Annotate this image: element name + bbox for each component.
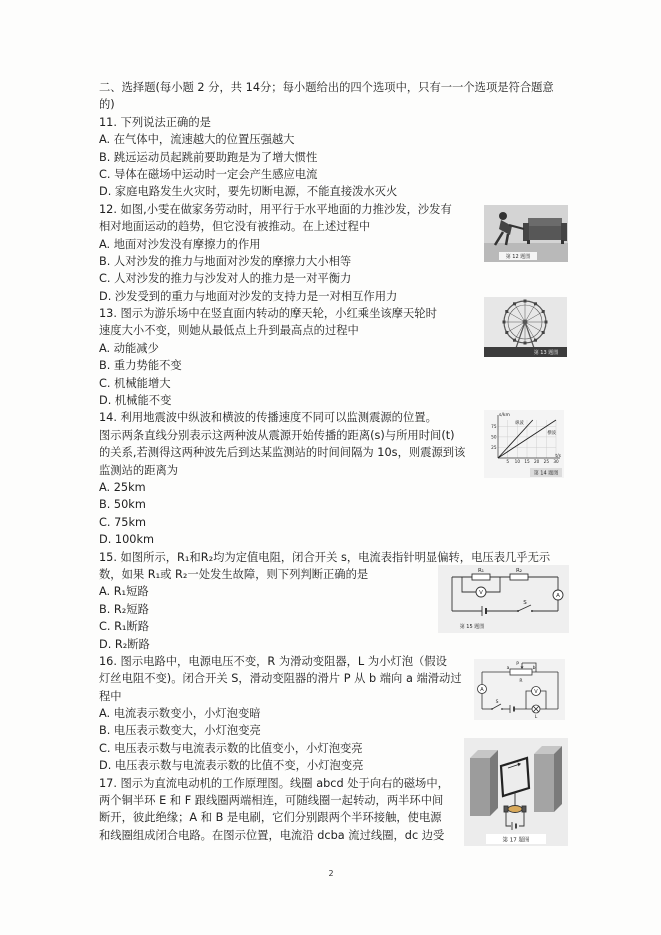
label-ammeter: A [480, 687, 484, 693]
option-b: B. 重力势能不变 [99, 359, 182, 373]
label-rheostat: R [519, 679, 523, 684]
label-ammeter: A [556, 593, 560, 599]
option-b: B. 电压表示数变大，小灯泡变亮 [99, 724, 261, 738]
x-tick-label: 5 [506, 459, 510, 464]
option-d: D. 电压表示数与电流表示数的比值不变，小灯泡变亮 [99, 759, 364, 773]
label-voltmeter: V [479, 590, 483, 596]
x-tick-label: 30 [553, 459, 559, 464]
lamp-icon [532, 705, 540, 713]
question-stem: 图示两条直线分别表示这两种波从震源开始传播的距离(s)与所用时间(t) [99, 428, 455, 442]
option-b: B. 50km [99, 498, 146, 512]
x-axis-label: t/s [555, 454, 561, 459]
option-c: C. 导体在磁场中运动时一定会产生感应电流 [99, 167, 318, 181]
option-a: A. 电流表示数变小，小灯泡变暗 [99, 707, 261, 721]
label-end-b: b [532, 666, 536, 671]
option-b: B. R₂短路 [99, 602, 149, 616]
option-d: D. 沙发受到的重力与地面对沙发的支持力是一对相互作用力 [99, 289, 398, 303]
resistor-r1 [472, 574, 490, 580]
option-c: C. 电压表示数与电流表示数的比值变小，小灯泡变亮 [99, 741, 363, 755]
question-stem: 16. 图示电路中，电源电压不变，R 为滑动变阻器，L 为小灯泡（假设 [99, 654, 447, 668]
option-a: A. 25km [99, 480, 146, 494]
option-d: D. R₂断路 [99, 637, 150, 651]
y-tick-label: 25 [491, 445, 497, 451]
question-stem: 速度大小不变，则她从最低点上升到最高点的过程中 [99, 324, 359, 338]
option-b: B. 人对沙发的推力与地面对沙发的摩擦力大小相等 [99, 254, 352, 268]
question-stem: 17. 图示为直流电动机的工作原理图。线圈 abcd 处于向右的磁场中， [99, 776, 449, 790]
question-stem: 14. 利用地震波中纵波和横波的传播速度不同可以监测震源的位置。 [99, 411, 437, 425]
rheostat-r [510, 669, 532, 675]
label-switch: S [495, 700, 499, 705]
question-stem: 15. 如图所示，R₁和R₂均为定值电阻，闭合开关 s，电流表指针明显偏转，电压表几乎无示 [99, 550, 551, 564]
question-stem: 灯丝电阻不变)。闭合开关 S，滑动变阻器的滑片 P 从 b 端向 a 端滑动过 [99, 672, 462, 686]
question-stem: 13. 图示为游乐场中在竖直面内转动的摩天轮，小红乘坐该摩天轮时 [99, 307, 437, 321]
left-magnet [470, 750, 498, 816]
section-heading-line-1: 二、选择题(每小题 2 分，共 14分；每小题给出的四个选项中，只有一一个选项是符合题意 [99, 81, 554, 94]
figure-13-ferris-wheel [484, 297, 567, 357]
page-number: 2 [328, 869, 334, 878]
question-stem: 相对地面运动的趋势，但它没有被推动。在上述过程中 [99, 220, 371, 234]
question-stem: 数，如果 R₁或 R₂一处发生故障，则下列判断正确的是 [99, 567, 369, 581]
option-a: A. R₁短路 [99, 585, 149, 599]
option-b: B. 跳远运动员起跳前要助跑是为了增大惯性 [99, 150, 318, 164]
option-c: C. 机械能增大 [99, 376, 171, 390]
question-stem: 的关系,若测得这两种波先后到达某监测站的时间间隔为 10s，则震源到该 [99, 446, 466, 460]
figure-12-sofa-photo [484, 205, 568, 262]
figure-caption: 第 12 题图 [505, 254, 531, 260]
question-stem: 11. 下列说法正确的是 [99, 115, 211, 129]
resistor-r2 [510, 574, 528, 580]
y-tick-label: 50 [491, 434, 497, 440]
question-stem: 和线圈组成闭合电路。在图示位置，电流沿 dcba 流过线圈，dc 边受 [99, 828, 445, 842]
x-tick-label: 20 [533, 459, 540, 464]
question-stem: 12. 如图,小雯在做家务劳动时，用平行于水平地面的力推沙发，沙发有 [99, 202, 452, 216]
label-slider: P [516, 662, 519, 667]
label-switch: S [523, 600, 527, 606]
option-a: A. 地面对沙发没有摩擦力的作用 [99, 237, 261, 251]
series-label: 横波 [547, 431, 556, 436]
question-stem: 程中 [99, 689, 122, 703]
option-c: C. R₁断路 [99, 620, 150, 634]
figure-16-circuit [474, 659, 565, 720]
option-c: C. 75km [99, 515, 146, 529]
y-axis-label: s/km [499, 413, 510, 418]
question-stem: 断开，彼此绝缘；A 和 B 是电刷，它们分别跟两个半环接触，使电源 [99, 811, 442, 825]
figure-15-circuit [438, 565, 569, 633]
label-r2: R₂ [515, 568, 523, 574]
option-d: D. 家庭电路发生火灾时，要先切断电源，不能直接泼水灭火 [99, 185, 398, 199]
figure-caption: 第 15 题图 [459, 624, 485, 630]
figure-17-motor [464, 738, 568, 846]
right-magnet [534, 746, 562, 812]
label-r1: R₁ [477, 568, 485, 574]
option-c: C. 人对沙发的推力与沙发对人的推力是一对平衡力 [99, 272, 352, 286]
figure-14-graph [484, 410, 564, 478]
option-a: A. 动能减少 [99, 341, 159, 355]
x-tick-label: 25 [543, 459, 550, 464]
section-heading-line-2: 的) [99, 98, 115, 112]
option-d: D. 机械能不变 [99, 394, 172, 408]
label-voltmeter: V [534, 689, 538, 695]
option-a: A. 在气体中，流速越大的位置压强越大 [99, 133, 295, 147]
label-lamp: L [534, 715, 538, 720]
figure-caption: 第 13 题图 [533, 350, 559, 356]
series-label: 纵波 [515, 421, 524, 426]
figure-caption: 第 14 题图 [533, 470, 559, 477]
question-11 [99, 114, 599, 201]
question-stem: 监测站的距离为 [99, 463, 179, 477]
option-d: D. 100km [99, 533, 154, 547]
x-tick-label: 10 [514, 459, 521, 464]
x-tick-label: 15 [524, 459, 530, 464]
figure-caption: 第 17 题图 [502, 837, 530, 844]
label-end-a: a [506, 666, 510, 671]
question-stem: 两个铜半环 E 和 F 跟线圈两端相连，可随线圈一起转动，两半环中间 [99, 794, 444, 808]
y-tick-label: 75 [491, 423, 497, 429]
